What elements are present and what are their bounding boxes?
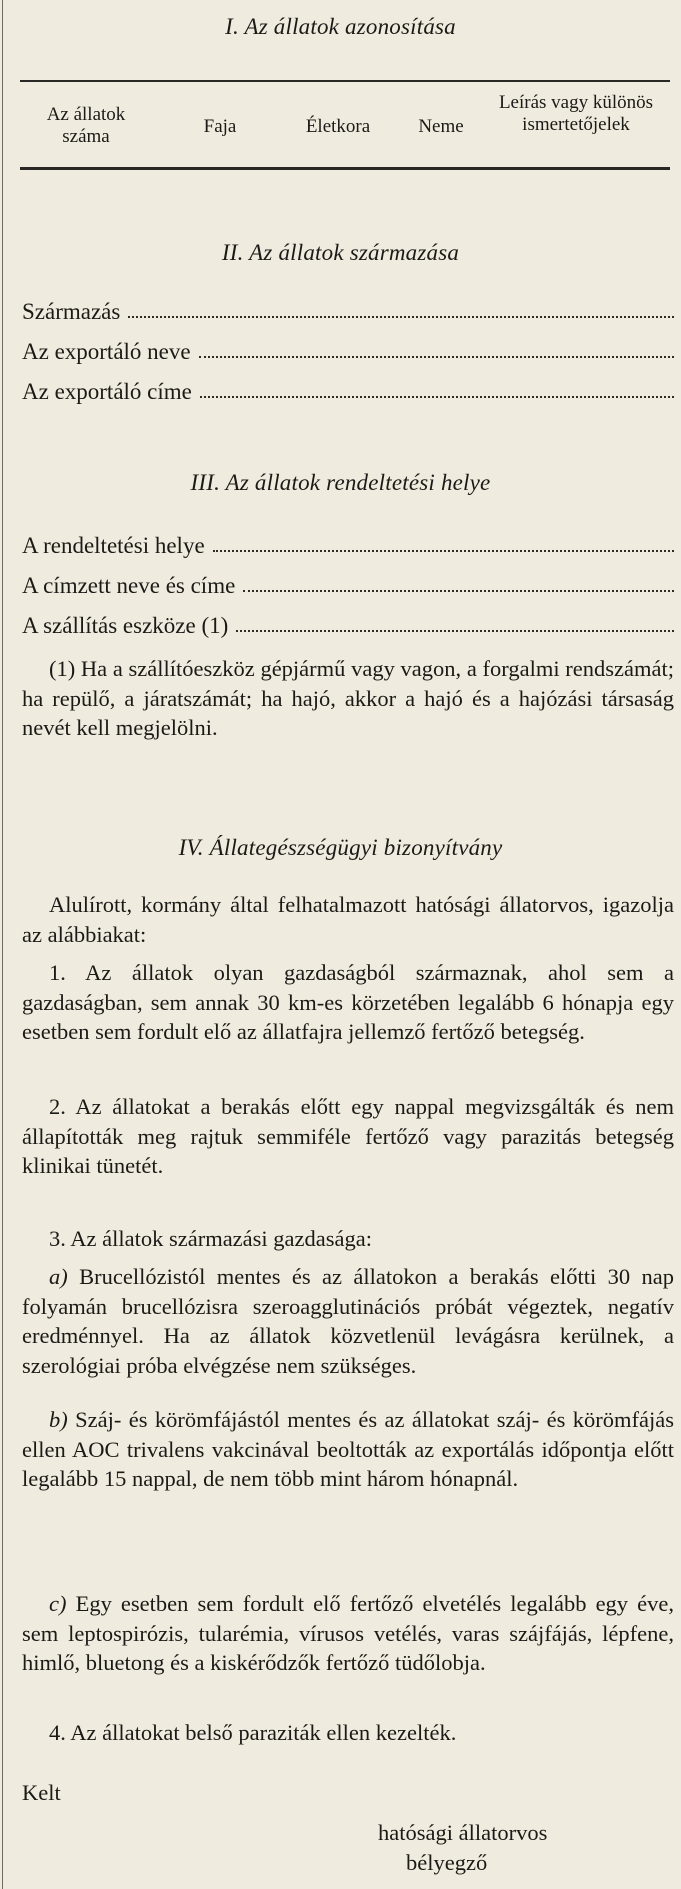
col-header-age: Életkora — [305, 116, 371, 137]
certificate-subitem-c — [22, 1589, 674, 1678]
page-edge-line — [2, 0, 3, 1889]
dotted-line — [236, 630, 674, 632]
dotted-line — [243, 590, 674, 592]
field-consignee-label: A címzett neve és címe — [22, 573, 236, 598]
certificate-subitem-b — [22, 1405, 674, 1494]
certificate-item-3: 3. Az állatok származási gazdasága: — [49, 1226, 372, 1251]
field-transport-label: A szállítás eszköze (1) — [22, 613, 229, 638]
field-destination-label: A rendeltetési helye — [22, 533, 205, 558]
transport-footnote: (1) Ha a szállítóeszköz gépjármű vagy vagon, a forgalmi rendszámát; ha repülő, a járatszámát; ha hajó, akkor a hajó és a hajózási társaság nevét kell megjelölni. — [22, 656, 674, 741]
dotted-line — [128, 316, 674, 318]
table-top-rule — [20, 80, 670, 82]
field-origin — [22, 295, 674, 325]
certificate-subitem-a — [22, 1262, 674, 1380]
section-4-heading: IV. Állategészségügyi bizonyítvány — [178, 835, 503, 860]
certificate-item-4: 4. Az állatokat belső paraziták ellen kezelték. — [49, 1720, 457, 1745]
dotted-line — [213, 550, 674, 552]
col-header-species: Faja — [203, 116, 237, 137]
field-origin-label: Származás — [22, 299, 121, 324]
certificate-intro: Alulírott, kormány által felhatalmazott hatósági állatorvos, igazolja az alábbiakat: — [22, 892, 674, 947]
certificate-item-1: 1. Az állatok olyan gazdaságból származnak, ahol sem a gazdaságban, sem annak 30 km-es körzetében legalább 6 hónapja egy esetben sem fordult elő az állatfajra jellemző fertőző betegség. — [22, 960, 674, 1045]
section-1-heading: I. Az állatok azonosítása — [225, 14, 456, 39]
table-bottom-rule — [20, 167, 670, 170]
field-exporter-name-label: Az exportáló neve — [22, 339, 191, 364]
subitem-a-marker: a) — [49, 1264, 68, 1289]
subitem-c-marker: c) — [49, 1591, 67, 1616]
field-transport — [22, 609, 674, 639]
col-header-animal-number: Az állatok száma — [46, 104, 126, 147]
field-exporter-name — [22, 335, 674, 365]
col-header-description: Leírás vagy különös ismertetőjelek — [498, 92, 654, 135]
field-exporter-address-label: Az exportáló címe — [22, 379, 192, 404]
signature-stamp-label: bélyegző — [406, 1850, 488, 1875]
section-2-heading: II. Az állatok származása — [221, 240, 460, 265]
dotted-line — [199, 356, 674, 358]
field-consignee — [22, 569, 674, 599]
subitem-b-marker: b) — [49, 1407, 68, 1432]
subitem-c-text: Egy esetben sem fordult elő fertőző elvetélés legalább egy éve, sem leptospirózis, tularémia, vírusos vetélés, varas szájfájás, lépfene, himlő, bluetong és a kiskérődzők fertőző tüdőlobja. — [22, 1591, 674, 1676]
dotted-line — [200, 396, 674, 398]
field-destination — [22, 529, 674, 559]
subitem-a-text: Brucellózistól mentes és az állatokon a berakás előtti 30 nap folyamán brucellózisra szeroagglutinációs próbát végeztek, negatív eredménnyel. Ha az állatok közvetlenül levágásra kerülnek, a szerológiai próba elvégzése nem szükséges. — [22, 1264, 675, 1378]
field-exporter-address — [22, 375, 674, 405]
kelt-label: Kelt — [22, 1780, 61, 1805]
section-3-heading: III. Az állatok rendeltetési helye — [190, 470, 491, 495]
certificate-item-2: 2. Az állatokat a berakás előtt egy nappal megvizsgálták és nem állapították meg rajtuk semmiféle fertőző vagy parazitás betegség klinikai tünetét. — [22, 1094, 674, 1179]
signature-vet-label: hatósági állatorvos — [378, 1820, 548, 1845]
subitem-b-text: Száj- és körömfájástól mentes és az állatokat száj- és körömfájás ellen AOC trivalens vakcinával beoltották az exportálás időpontja előtt legalább 15 nappal, de nem több mint három hónapnál. — [22, 1407, 675, 1492]
col-header-sex: Neme — [418, 116, 464, 137]
